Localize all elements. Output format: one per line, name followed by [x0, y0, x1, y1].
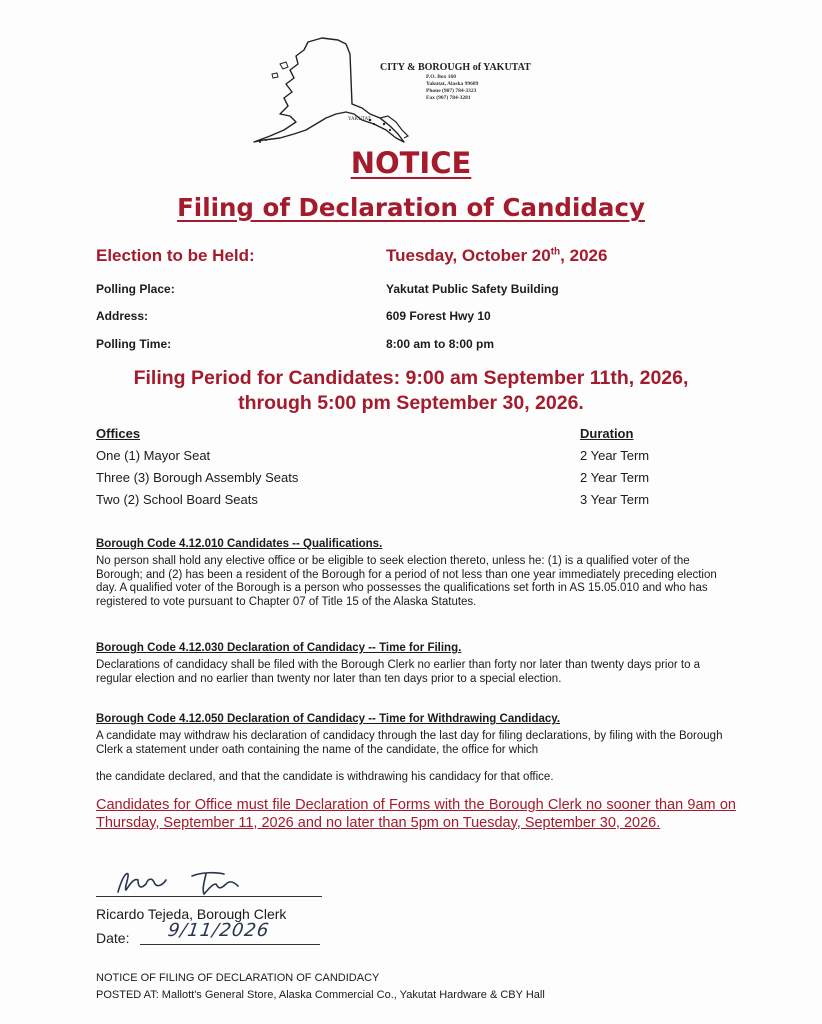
- signed-date: 9/11/2026: [166, 920, 271, 941]
- code-heading-withdrawal: Borough Code 4.12.050 Declaration of Candidacy -- Time for Withdrawing Candidacy.: [96, 713, 561, 725]
- office-name: Three (3) Borough Assembly Seats: [96, 470, 299, 485]
- election-date-main: Tuesday, October 20: [386, 246, 551, 265]
- election-date: [386, 246, 607, 266]
- offices-header: Offices: [96, 426, 141, 441]
- filing-period-line2: through 5:00 pm September 30, 2026.: [238, 392, 584, 414]
- org-contact-block: [426, 74, 478, 102]
- polling-place-value: Yakutat Public Safety Building: [386, 282, 559, 296]
- final-notice: Candidates for Office must file Declaration of Forms with the Borough Clerk no sooner than 9am on Thursday, September 11, 2026 and no later than 5pm on Tuesday, September 30, 2026.: [96, 797, 736, 831]
- filing-period: [0, 366, 822, 416]
- org-name: CITY & BOROUGH of YAKUTAT: [380, 62, 531, 73]
- election-label: Election to be Held:: [96, 246, 255, 265]
- election-date-sup: th: [550, 246, 561, 258]
- date-label: Date:: [96, 930, 130, 946]
- address-label: Address:: [96, 309, 149, 323]
- code-body-qualifications: No person shall hold any elective office or be eligible to seek election thereto, unless he: (1) is a qualified voter of the Borough; and (2) has been a resident of the Borough for a period of not less than one year immediately preceding election day. A qualified voter of the Borough is a person who possesses the qualifications set forth in AS 15.05.010 and who has registered to vote pursuant to Chapter 07 of Title 15 of the Alaska Statutes.: [96, 555, 717, 608]
- org-address-line: Yakutat, Alaska 99689: [426, 81, 479, 87]
- table-row: [96, 470, 676, 492]
- code-body-filing: Declarations of candidacy shall be filed with the Borough Clerk no earlier than forty nor later than twenty days prior to a regular election and no earlier than twenty nor later than ten days prior to a special election.: [96, 659, 701, 685]
- address-value: 609 Forest Hwy 10: [386, 309, 491, 323]
- polling-place-label: Polling Place:: [96, 282, 175, 296]
- date-line: [140, 944, 320, 945]
- notice-title: NOTICE: [350, 146, 472, 180]
- clerk-signature: [112, 864, 282, 900]
- polling-time-value: 8:00 am to 8:00 pm: [386, 337, 495, 351]
- clerk-name: Ricardo Tejeda, Borough Clerk: [96, 906, 287, 922]
- alaska-map-logo: [250, 34, 420, 144]
- polling-time-label: Polling Time:: [96, 337, 172, 351]
- org-fax-line: Fax (907) 784-3281: [426, 95, 471, 101]
- code-heading-filing: Borough Code 4.12.030 Declaration of Candidacy -- Time for Filing.: [96, 642, 462, 654]
- code-heading-qualifications: Borough Code 4.12.010 Candidates -- Qualifications.: [96, 538, 383, 550]
- office-duration: 3 Year Term: [580, 492, 650, 507]
- filing-period-line1: Filing Period for Candidates: 9:00 am September 11th, 2026,: [133, 367, 689, 389]
- signature-line: [96, 896, 322, 897]
- footer-title: NOTICE OF FILING OF DECLARATION OF CANDIDACY: [96, 972, 380, 984]
- office-name: One (1) Mayor Seat: [96, 448, 211, 463]
- election-date-year: , 2026: [560, 246, 608, 265]
- notice-subtitle: Filing of Declaration of Candidacy: [177, 193, 645, 222]
- footer-posted-at: POSTED AT: Mallott's General Store, Alaska Commercial Co., Yakutat Hardware & CBY Hall: [96, 989, 545, 1001]
- code-body-withdrawal-end: the candidate declared, and that the candidate is withdrawing his candidacy for that office.: [96, 771, 554, 783]
- org-phone-line: Phone (907) 784-3323: [426, 88, 477, 94]
- table-row: [96, 448, 676, 470]
- map-label: YAKUTAT: [348, 117, 371, 122]
- code-body-withdrawal: A candidate may withdraw his declaration of candidacy through the last day for filing declarations, by filing with the Borough Clerk a statement under oath containing the name of the candidate, the office for which: [96, 730, 723, 756]
- office-duration: 2 Year Term: [580, 470, 650, 485]
- office-duration: 2 Year Term: [580, 448, 650, 463]
- offices-table: [96, 426, 676, 514]
- table-row: [96, 492, 676, 514]
- office-name: Two (2) School Board Seats: [96, 492, 258, 507]
- org-address-line: P.O. Box 160: [426, 74, 457, 80]
- duration-header: Duration: [580, 426, 634, 441]
- offices-header-row: [96, 426, 676, 448]
